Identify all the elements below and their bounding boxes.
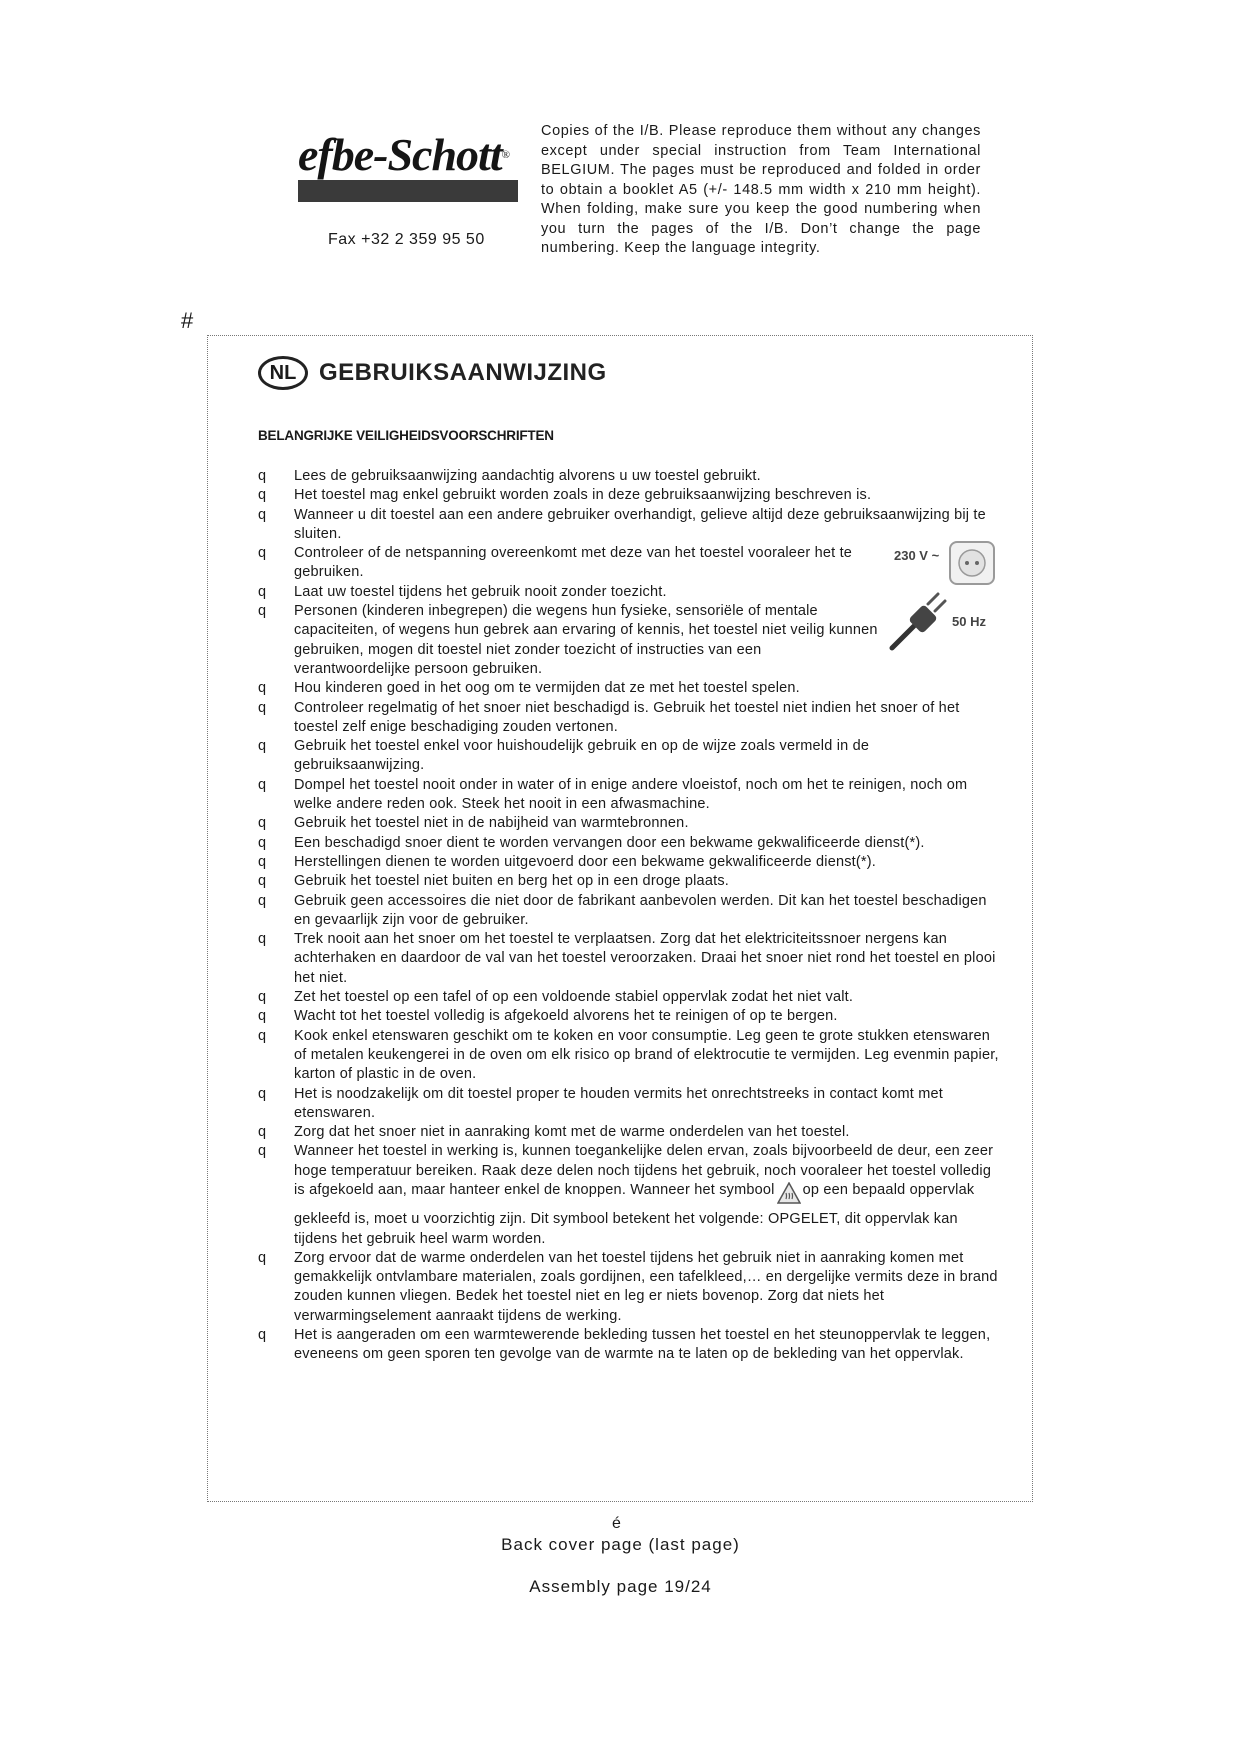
list-item xyxy=(258,486,1003,505)
bullet: q xyxy=(258,680,267,697)
item-text: Gebruik het toestel enkel voor huishoudelijk gebruik en op de wijze zoals vermeld in de gebruiksaanwijzing. xyxy=(294,738,870,774)
bullet: q xyxy=(258,545,267,562)
item-text: Lees de gebruiksaanwijzing aandachtig alvorens u uw toestel gebruikt. xyxy=(294,468,761,484)
bullet: q xyxy=(258,989,267,1006)
bullet: q xyxy=(258,699,267,716)
item-text: Kook enkel etenswaren geschikt om te koken en voor consumptie. Leg geen te grote stukken etenswaren of metalen keukengerei in de oven om elk risico op brand of elektrocutie te vermijden. Leg evenmin papier, karton of plastic in de oven. xyxy=(294,1027,999,1083)
brand-wordmark xyxy=(298,129,523,180)
bullet: q xyxy=(258,1085,267,1102)
item-text: Controleer regelmatig of het snoer niet beschadigd is. Gebruik het toestel niet indien het snoer of het toestel zelf enige beschadiging zouden vertonen. xyxy=(294,699,960,735)
list-item xyxy=(258,930,1003,988)
bullet: q xyxy=(258,776,267,793)
item-text: Dompel het toestel nooit onder in water of in enige andere vloeistof, noch om het te reinigen, noch om welke andere reden ook. Steek het nooit in een afwasmachine. xyxy=(294,776,968,813)
page-marker: # xyxy=(181,308,194,333)
registered-mark: ® xyxy=(501,149,509,161)
bullet: q xyxy=(258,834,267,851)
list-item xyxy=(258,1123,1003,1142)
item-text xyxy=(294,1142,1003,1248)
item-text: Gebruik het toestel niet buiten en berg het op in een droge plaats. xyxy=(294,873,729,890)
item-text: Gebruik het toestel niet in de nabijheid van warmtebronnen. xyxy=(294,815,689,832)
item-text: Gebruik geen accessoires die niet door de fabrikant aanbevolen werden. Dit kan het toestel beschadigen en gevaarlijk zijn voor de gebruiker. xyxy=(294,892,987,928)
item-text: Controleer of de netspanning overeenkomt met deze van het toestel vooraleer het te gebruiken. xyxy=(294,545,853,581)
list-item xyxy=(258,834,1003,853)
bullet: q xyxy=(258,873,267,890)
brand-logo xyxy=(298,129,523,202)
list-item xyxy=(258,1249,1003,1326)
list-item xyxy=(258,737,1003,776)
hot-surface-text-part2: op een bepaald oppervlak gekleefd is, moet u voorzichtig zijn. Dit symbool betekent het volgende: OPGELET, dit oppervlak kan tijdens het gebruik heel warm worden. xyxy=(294,1181,975,1247)
fax-number: Fax +32 2 359 95 50 xyxy=(328,231,485,248)
bullet: q xyxy=(258,468,267,484)
item-text: Hou kinderen goed in het oog om te vermijden dat ze met het toestel spelen. xyxy=(294,680,800,697)
language-badge: NL xyxy=(258,356,308,390)
voltage-label: 230 V ~ xyxy=(894,548,940,563)
bullet: q xyxy=(258,931,267,948)
item-text: Laat uw toestel tijdens het gebruik nooit zonder toezicht. xyxy=(294,583,667,600)
bullet: q xyxy=(258,892,267,909)
bullet: q xyxy=(258,487,267,504)
item-text: Een beschadigd snoer dient te worden vervangen door een bekwame gekwalificeerde dienst(*). xyxy=(294,834,925,851)
list-item xyxy=(258,1007,1003,1026)
manual-title: GEBRUIKSAANWIJZING xyxy=(319,359,607,386)
bullet: q xyxy=(258,1008,267,1025)
hot-surface-warning-icon xyxy=(777,1182,801,1210)
bullet: q xyxy=(258,583,267,600)
list-item xyxy=(258,872,1003,891)
list-item xyxy=(258,679,1003,698)
item-text: Zorg dat het snoer niet in aanraking komt met de warme onderdelen van het toestel. xyxy=(294,1124,850,1141)
manual-header xyxy=(258,353,607,393)
list-item xyxy=(258,1142,1003,1248)
back-cover-label: Back cover page (last page) xyxy=(501,1535,740,1554)
power-plug-icon xyxy=(888,592,950,654)
bullet: q xyxy=(258,1249,267,1266)
list-item xyxy=(258,699,1003,738)
list-item xyxy=(258,988,1003,1007)
item-text: Wanneer u dit toestel aan een andere gebruiker overhandigt, gelieve altijd deze gebruiksaanwijzing bij te sluiten. xyxy=(294,506,986,542)
list-item xyxy=(258,1085,1003,1124)
item-text: Zet het toestel op een tafel of op een voldoende stabiel oppervlak zodat het niet valt. xyxy=(294,989,854,1006)
wall-socket-icon xyxy=(948,540,996,586)
item-text: Wacht tot het toestel volledig is afgekoeld alvorens het te reinigen of op te bergen. xyxy=(294,1008,838,1025)
footer-glyph: é xyxy=(612,1515,621,1532)
power-spec-illustration xyxy=(886,536,1004,656)
section-title: BELANGRIJKE VEILIGHEIDSVOORSCHRIFTEN xyxy=(258,428,554,443)
assembly-page-label: Assembly page 19/24 xyxy=(529,1577,712,1596)
list-item xyxy=(258,853,1003,872)
reproduction-note: Copies of the I/B. Please reproduce them without any changes except under special instruction from Team International BELGIUM. The pages must be reproduced and folded in order to obtain a booklet A5 (+/- 148.5 mm width x 210 mm height). When folding, make sure you keep the good numbering when you turn the pages of the I/B. Don’t change the page numbering. Keep the language integrity. xyxy=(541,123,981,256)
frequency-label: 50 Hz xyxy=(952,614,986,629)
list-item xyxy=(258,776,1003,815)
list-item xyxy=(258,814,1003,833)
bullet: q xyxy=(258,853,267,870)
brand-name: efbe-Schott xyxy=(298,129,502,180)
item-text: Trek nooit aan het snoer om het toestel te verplaatsen. Zorg dat het elektriciteitssnoer nergens kan achterhaken en daardoor de val van het toestel veroorzaken. Draai het snoer niet rond het toestel en plooi het niet. xyxy=(294,931,996,986)
list-item xyxy=(258,467,1003,486)
item-text: Het is noodzakelijk om dit toestel proper te houden vermits het onrechtstreeks in contact komt met etenswaren. xyxy=(294,1085,944,1121)
hot-surface-text-part1: Wanneer het toestel in werking is, kunnen toegankelijke delen ervan, zoals bijvoorbeeld de deur, een zeer hoge temperatuur bereiken. Raak deze delen noch tijdens het gebruik, noch vooraleer het toestel volledig is afgekoeld aan, maar hanteer enkel de knoppen. Wanneer het symbool xyxy=(294,1143,994,1198)
bullet: q xyxy=(258,1327,267,1344)
list-item xyxy=(258,1326,1003,1365)
bullet: q xyxy=(258,1124,267,1141)
bullet: q xyxy=(258,603,267,620)
list-item xyxy=(258,1027,1003,1085)
bullet: q xyxy=(258,1027,267,1044)
item-text: Personen (kinderen inbegrepen) die wegens hun fysieke, sensoriële of mentale capaciteiten, of wegens hun gebrek aan ervaring of kennis, het toestel niet veilig kunnen gebruiken, mogen dit toestel niet zonder toezicht of instructies van een verantwoordelijke persoon gebruiken. xyxy=(294,603,878,677)
logo-bar xyxy=(298,180,518,202)
bullet: q xyxy=(258,506,267,523)
item-text: Het toestel mag enkel gebruikt worden zoals in deze gebruiksaanwijzing beschreven is. xyxy=(294,487,872,504)
list-item xyxy=(258,892,1003,931)
bullet: q xyxy=(258,738,267,755)
item-text: Herstellingen dienen te worden uitgevoerd door een bekwame gekwalificeerde dienst(*). xyxy=(294,853,877,870)
bullet: q xyxy=(258,815,267,832)
bullet: q xyxy=(258,1143,267,1160)
item-text: Zorg ervoor dat de warme onderdelen van het toestel tijdens het gebruik niet in aanraking komen met gemakkelijk ontvlambare materialen, zoals gordijnen, een tafelkleed,… en dergelijke vermits deze in brand zouden kunnen vliegen. Bedek het toestel niet en leg er niets bovenop. Zorg dat niets het verwarmingselement aanraakt tijdens de werking. xyxy=(294,1249,998,1324)
item-text: Het is aangeraden om een warmtewerende bekleding tussen het toestel en het steunoppervlak te leggen, eveneens om geen sporen ten gevolge van de warmte na te laten op de bekleding van het oppervlak. xyxy=(294,1327,991,1363)
